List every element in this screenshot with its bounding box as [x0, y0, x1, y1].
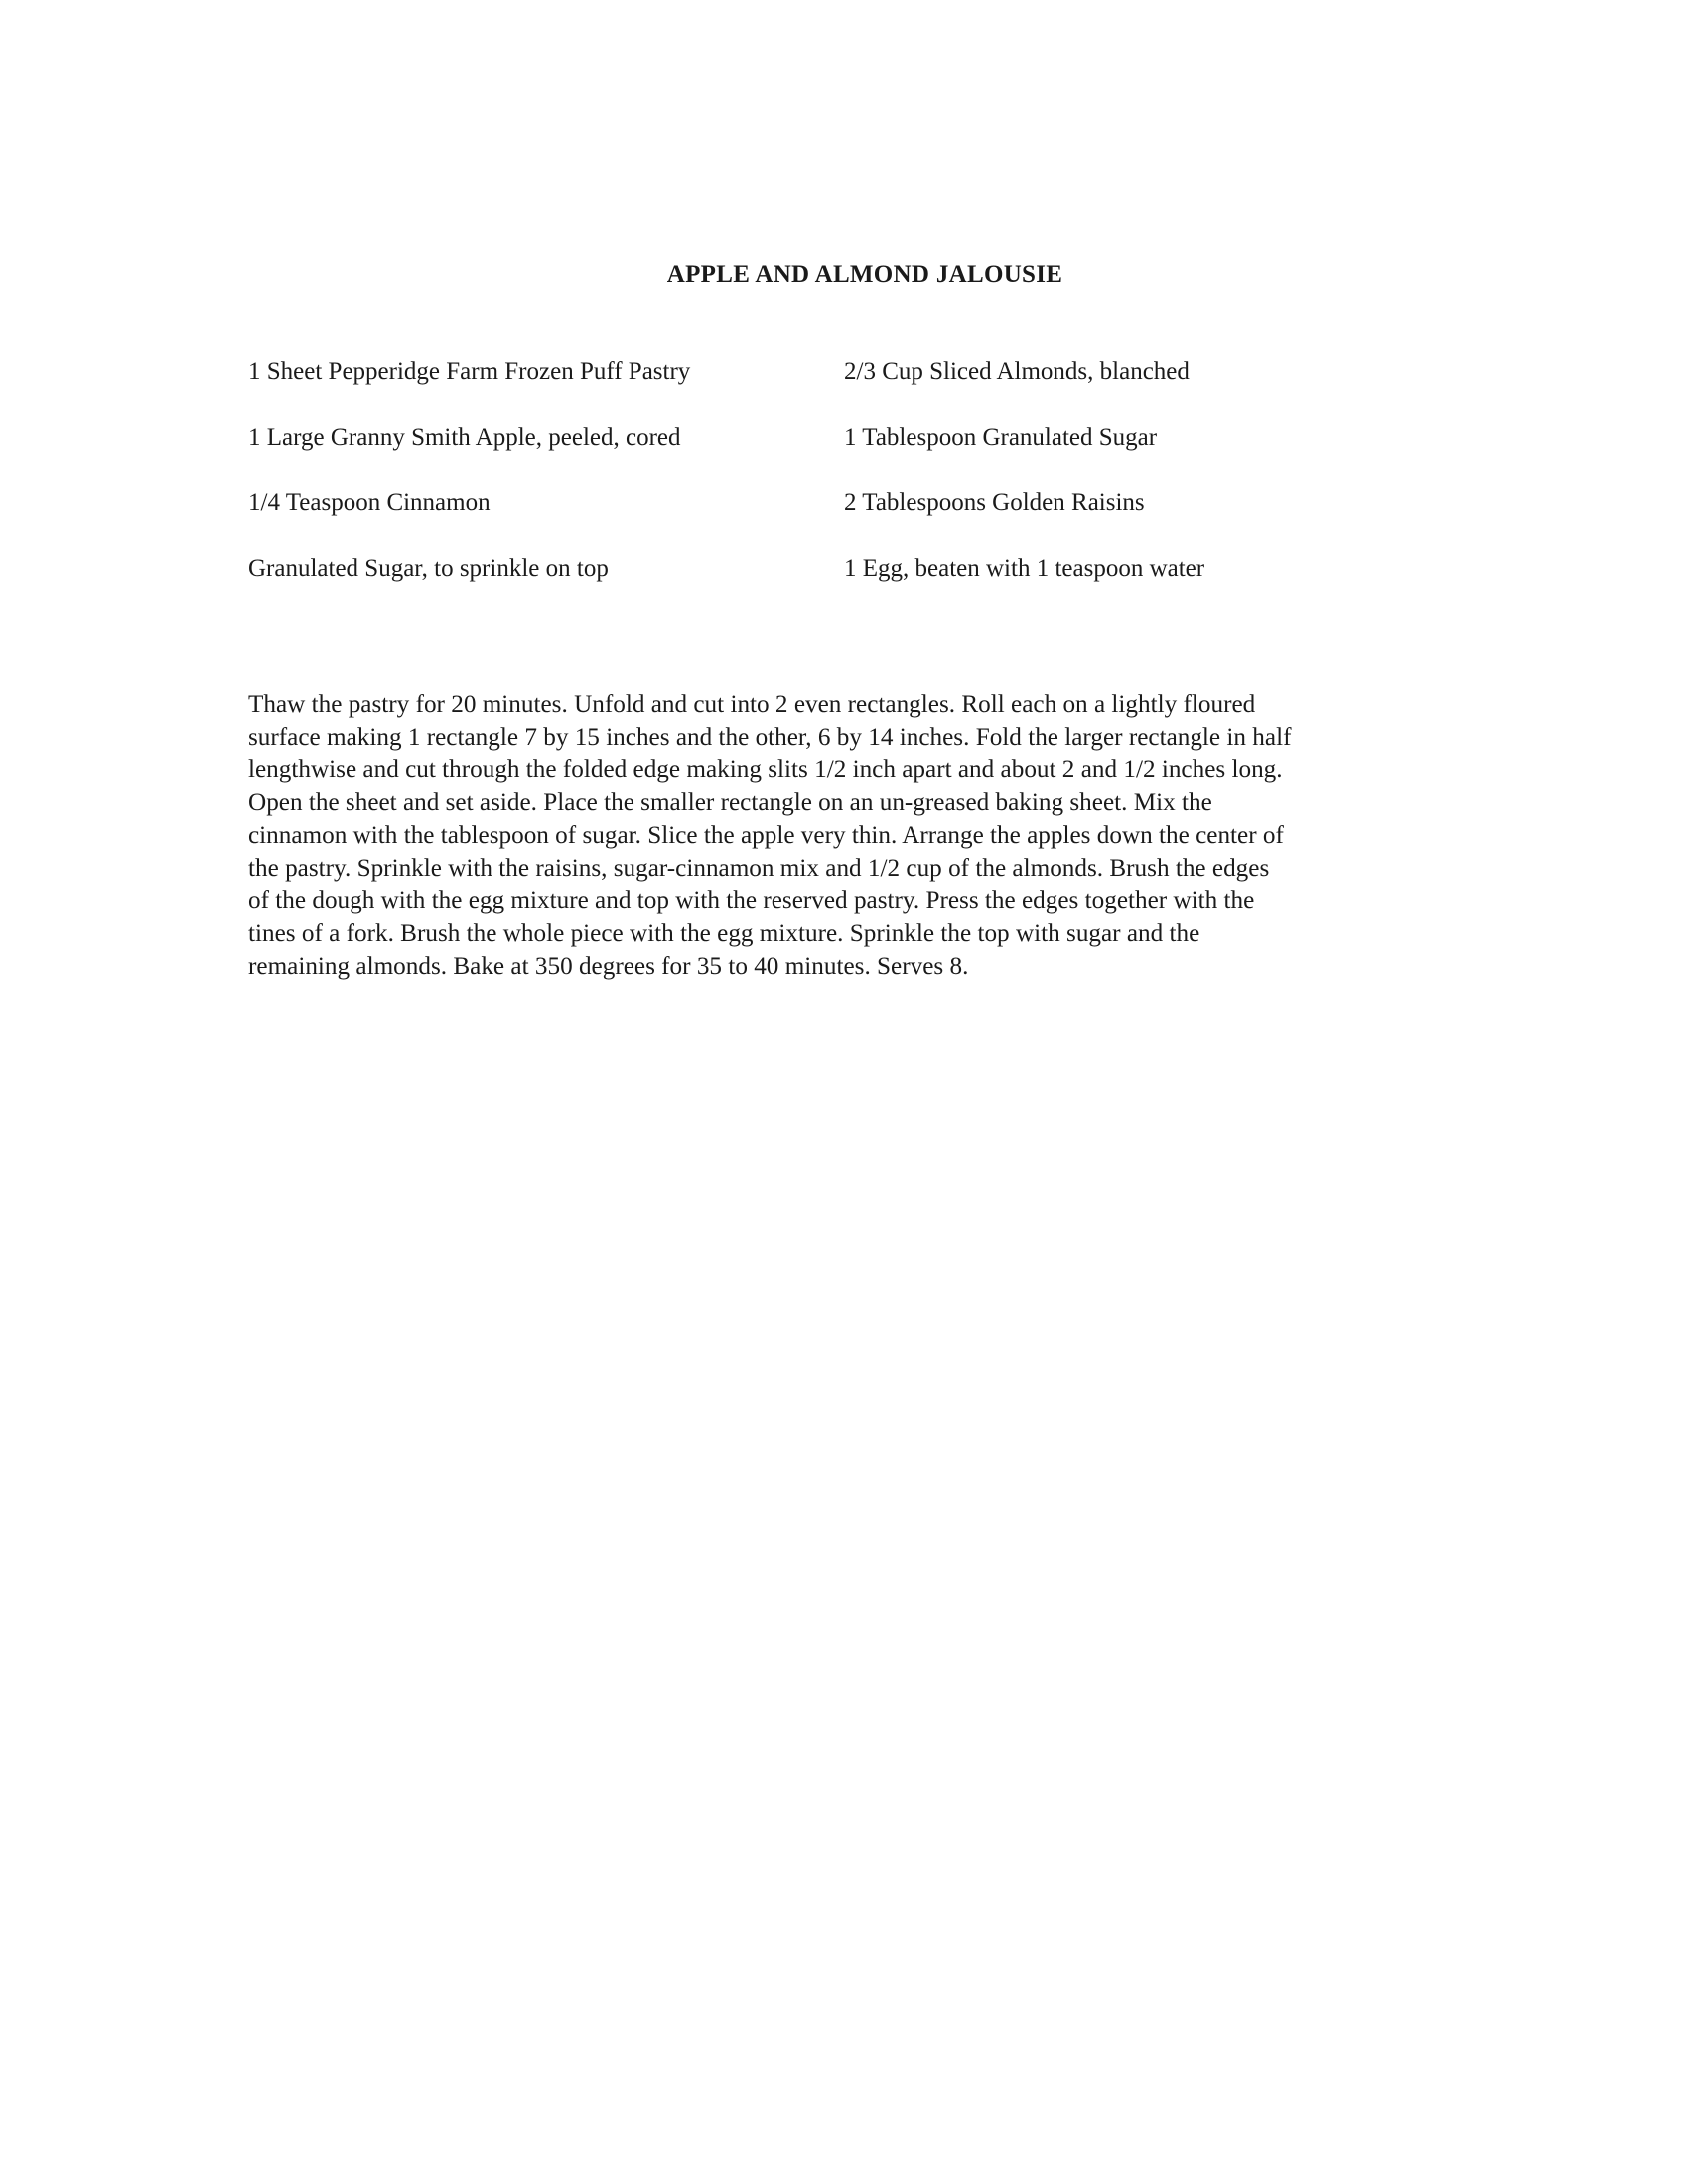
ingredient-item: Granulated Sugar, to sprinkle on top [248, 555, 609, 582]
ingredients-list [248, 357, 1440, 619]
directions-line: surface making 1 rectangle 7 by 15 inches and the other, 6 by 14 inches. Fold the larger rectangle in half [248, 724, 1292, 751]
ingredient-item: 1 Sheet Pepperidge Farm Frozen Puff Pastry [248, 358, 691, 385]
ingredient-item: 1 Large Granny Smith Apple, peeled, cored [248, 424, 681, 451]
ingredient-item: 2 Tablespoons Golden Raisins [844, 489, 1145, 516]
ingredient-item: 1/4 Teaspoon Cinnamon [248, 489, 491, 516]
ingredient-item: 1 Egg, beaten with 1 teaspoon water [844, 555, 1205, 582]
ingredient-row [248, 554, 1440, 619]
ingredient-item: 2/3 Cup Sliced Almonds, blanched [844, 358, 1190, 385]
directions-line: Thaw the pastry for 20 minutes. Unfold and cut into 2 even rectangles. Roll each on a lightly floured [248, 691, 1256, 718]
directions-line: tines of a fork. Brush the whole piece with the egg mixture. Sprinkle the top with sugar and the [248, 920, 1200, 947]
directions-line: Open the sheet and set aside. Place the smaller rectangle on an un-greased baking sheet. Mix the [248, 789, 1212, 816]
recipe-title: APPLE AND ALMOND JALOUSIE [666, 261, 1063, 288]
directions-line: cinnamon with the tablespoon of sugar. Slice the apple very thin. Arrange the apples down the center of [248, 822, 1284, 849]
ingredient-item: 1 Tablespoon Granulated Sugar [844, 424, 1158, 451]
ingredient-row [248, 357, 1440, 423]
directions-line: remaining almonds. Bake at 350 degrees for 35 to 40 minutes. Serves 8. [248, 953, 969, 980]
directions-paragraph [248, 688, 1430, 983]
directions-line: lengthwise and cut through the folded edge making slits 1/2 inch apart and about 2 and 1/2 inches long. [248, 756, 1283, 783]
directions-line: of the dough with the egg mixture and top with the reserved pastry. Press the edges together with the [248, 887, 1255, 914]
ingredient-row [248, 488, 1440, 554]
directions-line: the pastry. Sprinkle with the raisins, sugar-cinnamon mix and 1/2 cup of the almonds. Brush the edges [248, 855, 1270, 882]
ingredient-row [248, 423, 1440, 488]
